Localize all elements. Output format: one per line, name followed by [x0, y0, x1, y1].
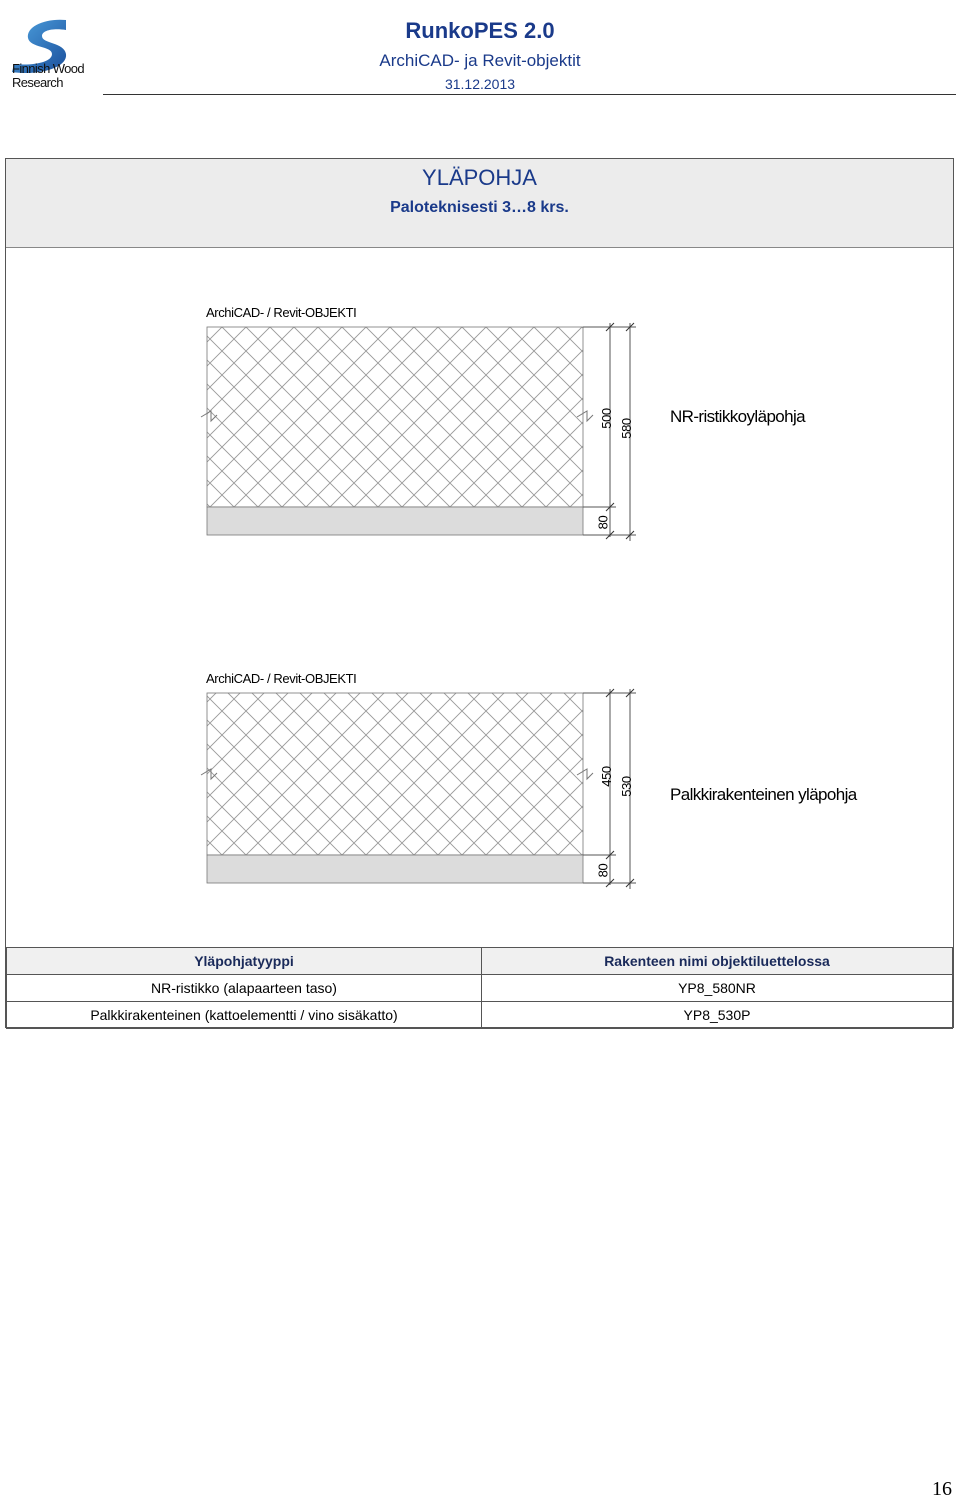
- table-cell-name: YP8_580NR: [482, 975, 953, 1002]
- drawing-2-section: [6, 159, 953, 919]
- drawing-1-dim-inner: 500: [598, 408, 614, 429]
- table-cell-type: Palkkirakenteinen (kattoelementti / vino sisäkatto): [7, 1002, 482, 1029]
- header-divider: [103, 94, 956, 95]
- drawing-1-dim-bottom: 80: [595, 515, 611, 530]
- structure-name-table: [6, 947, 953, 1029]
- drawing-2-dim-total: 530: [618, 776, 634, 797]
- table-header-row: [7, 948, 953, 975]
- drawing-2-dim-inner: 450: [598, 766, 614, 787]
- drawing-1-name: NR-ristikkoyläpohja: [670, 407, 806, 426]
- page-number: 16: [932, 1478, 952, 1500]
- table-cell-type: NR-ristikko (alapaarteen taso): [7, 975, 482, 1002]
- drawing-2-name: Palkkirakenteinen yläpohja: [670, 785, 857, 804]
- drawing-1-label: ArchiCAD- / Revit-OBJEKTI: [206, 305, 357, 320]
- table-header-name: Rakenteen nimi objektiluettelossa: [482, 948, 953, 975]
- table-row: [7, 1002, 953, 1029]
- section-title: YLÄPOHJA: [422, 165, 537, 190]
- section-subtitle: Paloteknisesti 3…8 krs.: [390, 199, 569, 216]
- drawing-2-dim-bottom: 80: [595, 863, 611, 878]
- content-frame: [5, 158, 954, 1028]
- table-cell-name: YP8_530P: [482, 1002, 953, 1029]
- drawing-1-dim-total: 580: [618, 418, 634, 439]
- logo-text: Finnish Wood Research: [12, 61, 85, 90]
- drawing-2-label: ArchiCAD- / Revit-OBJEKTI: [206, 671, 357, 686]
- table-header-type: Yläpohjatyyppi: [7, 948, 482, 975]
- document-date: 31.12.2013: [444, 76, 516, 92]
- document-title: RunkoPES 2.0: [405, 18, 555, 43]
- document-subtitle: ArchiCAD- ja Revit-objektit: [379, 51, 581, 70]
- table-row: [7, 975, 953, 1002]
